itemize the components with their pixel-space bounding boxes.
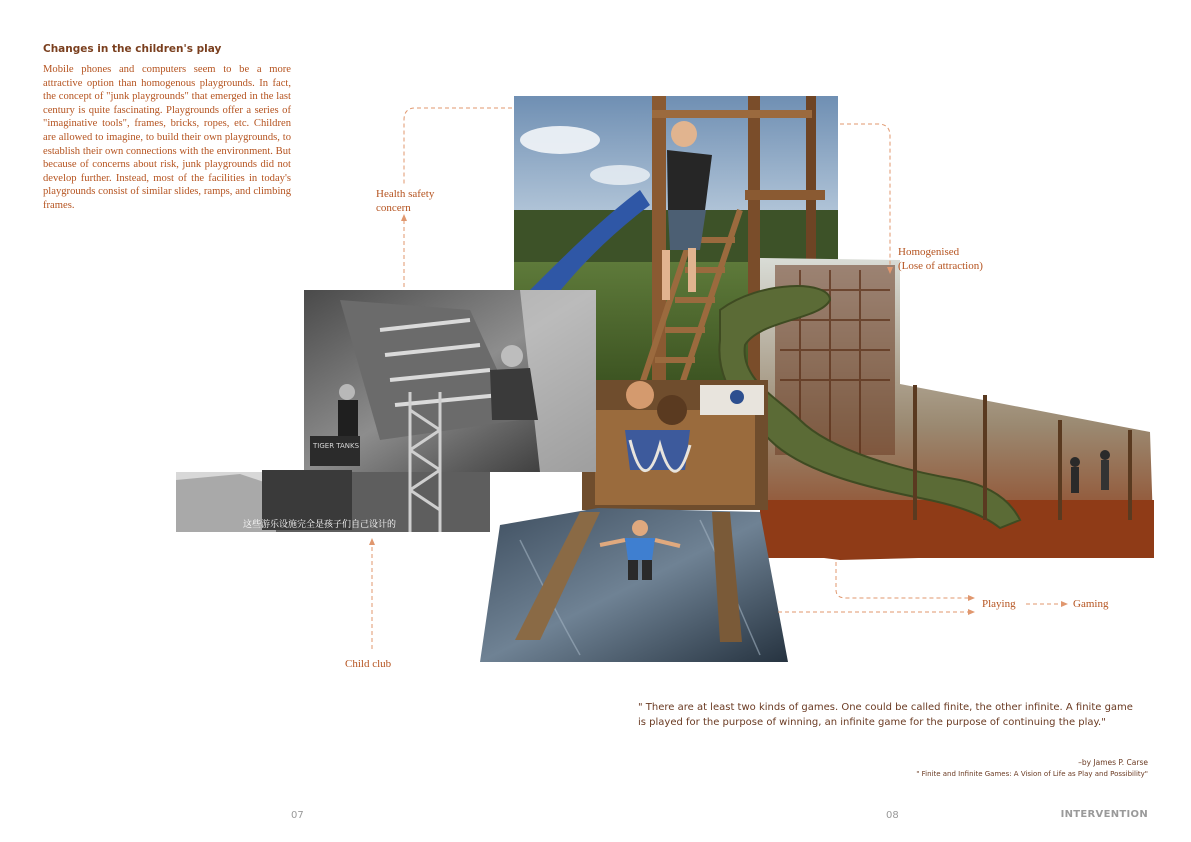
photo-cardboard-play [582, 380, 768, 510]
label-child-club: Child club [345, 658, 392, 670]
body-paragraph: Mobile phones and computers seem to be a more attractive option than homogenous playgrounds. In fact, the concept of "junk playgrounds" that emerged in the last century is quite fascinating. Playgrounds offer a series of "imaginative tools", frames, bricks, ropes, etc. Children are allowed to imagine, to build their own playgrounds, to establish their own connections with the environment. But because of concerns about risk, junk playgrounds did not develop further. Instead, most of the facilities in today's playgrounds consist of similar slides, ramps, and climbing frames. [43, 64, 291, 211]
label-gaming: Gaming [1073, 598, 1109, 610]
quote-text: " There are at least two kinds of games. One could be called finite, the other infinite. A finite game is played for the purpose of winning, an infinite game for the purpose of continuing the play." [638, 702, 1133, 728]
photo-modern-playground [719, 258, 1154, 560]
quote-author: –by James P. Carse [1078, 758, 1148, 767]
label-homogenised: Homogenised (Lose of attraction) [898, 246, 983, 272]
page-number-right: 08 [886, 810, 899, 821]
quote-source: " Finite and Infinite Games: A Vision of Life as Play and Possibility" [916, 770, 1148, 778]
sign-text: TIGER TANKS [313, 442, 360, 450]
page-number-left: 07 [291, 810, 304, 821]
photo-tarp-slide [480, 508, 788, 662]
section-heading: Changes in the children's play [43, 43, 222, 55]
section-label: INTERVENTION [1060, 809, 1148, 820]
label-playing: Playing [982, 598, 1016, 610]
chinese-caption: 这些游乐设施完全是孩子们自己设计的 [243, 520, 397, 530]
label-health-safety: Health safety concern [376, 188, 435, 214]
